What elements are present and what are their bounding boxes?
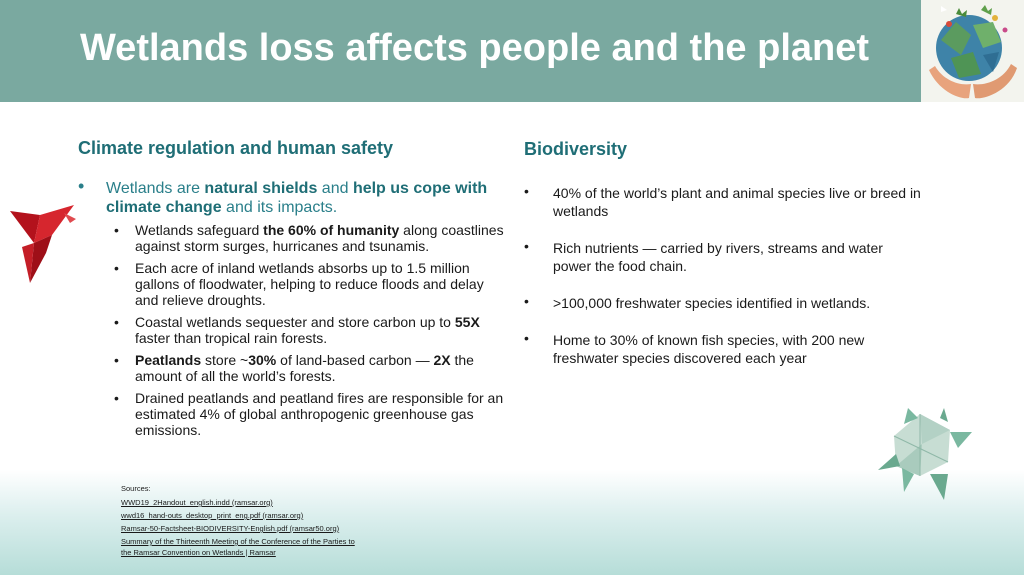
title-banner bbox=[0, 0, 1024, 102]
page-title: Wetlands loss affects people and the planet bbox=[80, 27, 870, 69]
list-item-bold: 2X bbox=[433, 352, 451, 368]
list-item bbox=[114, 352, 508, 384]
bullet-marker: • bbox=[524, 293, 529, 309]
list-item-text: the amount of all the world’s forests. bbox=[135, 352, 474, 384]
climate-regulation-section bbox=[78, 138, 508, 444]
bullet-marker: • bbox=[114, 352, 119, 368]
bullet-marker: • bbox=[524, 330, 529, 346]
list-item-text: Drained peatlands and peatland fires are responsible for an estimated 4% of global anthropogenic greenhouse gas emissions. bbox=[135, 390, 504, 438]
list-item bbox=[524, 294, 924, 312]
list-item-text: along coastlines against storm surges, hurricanes and tsunamis. bbox=[135, 222, 504, 254]
bullet-text: Wetlands are bbox=[106, 180, 205, 197]
bullet-marker: • bbox=[114, 314, 119, 330]
climate-section-title: Climate regulation and human safety bbox=[78, 138, 394, 158]
biodiversity-facts-list bbox=[524, 184, 924, 367]
list-item bbox=[524, 184, 924, 220]
globe-in-hands-icon bbox=[921, 0, 1024, 102]
list-item-text: 40% of the world’s plant and animal species live or breed in wetlands bbox=[553, 185, 921, 219]
bullet-marker: • bbox=[114, 260, 119, 276]
biodiversity-section-title: Biodiversity bbox=[524, 139, 628, 159]
list-item bbox=[524, 331, 924, 367]
bullet-marker: • bbox=[524, 238, 529, 254]
bullet-text: and its impacts. bbox=[221, 199, 338, 216]
list-item-text: Rich nutrients — carried by rivers, streams and water power the food chain. bbox=[553, 240, 883, 274]
list-item-text: Wetlands safeguard bbox=[135, 222, 264, 238]
natural-shields-bullet bbox=[78, 176, 508, 217]
climate-facts-list bbox=[78, 222, 508, 438]
list-item-text: faster than tropical rain forests. bbox=[135, 330, 328, 346]
list-item bbox=[524, 239, 924, 275]
bullet-marker: • bbox=[114, 222, 119, 238]
red-origami-bird-icon bbox=[8, 205, 78, 285]
bullet-marker: • bbox=[524, 183, 529, 199]
list-item bbox=[114, 260, 508, 308]
bullet-bold-text: natural shields bbox=[204, 180, 318, 197]
list-item bbox=[114, 222, 508, 254]
bullet-marker: • bbox=[78, 176, 85, 196]
list-item-text: Each acre of inland wetlands absorbs up to 1.5 million gallons of floodwater, helping to reduce floods and delay and relieve droughts. bbox=[135, 260, 484, 308]
sources-label: Sources: bbox=[121, 484, 151, 493]
list-item-text: Coastal wetlands sequester and store carbon up to bbox=[135, 314, 455, 330]
list-item-text: Home to 30% of known fish species, with 200 new freshwater species discovered each year bbox=[553, 332, 865, 366]
list-item-bold: 30% bbox=[248, 352, 277, 368]
green-origami-turtle-icon bbox=[874, 404, 976, 504]
biodiversity-section bbox=[524, 139, 924, 386]
sources-block bbox=[121, 483, 361, 560]
list-item-bold: 55X bbox=[454, 314, 480, 330]
list-item-text: of land-based carbon — bbox=[276, 352, 434, 368]
source-link[interactable]: WWD19_2Handout_english.indd (ramsar.org) bbox=[121, 498, 273, 507]
source-link[interactable]: wwd16_hand-outs_desktop_print_eng.pdf (ramsar.org) bbox=[121, 511, 304, 520]
list-item-text: store ~ bbox=[201, 352, 249, 368]
source-link[interactable]: Ramsar-50-Factsheet-BIODIVERSITY-English.pdf (ramsar50.org) bbox=[121, 524, 340, 533]
source-link[interactable]: Summary of the Thirteenth Meeting of the Conference of the Parties to the Ramsar Convention on Wetlands | Ramsar bbox=[121, 537, 355, 557]
list-item-text: >100,000 freshwater species identified in wetlands. bbox=[553, 295, 871, 311]
list-item bbox=[114, 314, 508, 346]
bullet-marker: • bbox=[114, 390, 119, 406]
bullet-text: and bbox=[317, 180, 353, 197]
list-item bbox=[114, 390, 508, 438]
bullet-bold-text: help us cope with climate change bbox=[106, 180, 488, 216]
list-item-bold: the 60% of humanity bbox=[263, 222, 400, 238]
list-item-bold: Peatlands bbox=[135, 352, 202, 368]
